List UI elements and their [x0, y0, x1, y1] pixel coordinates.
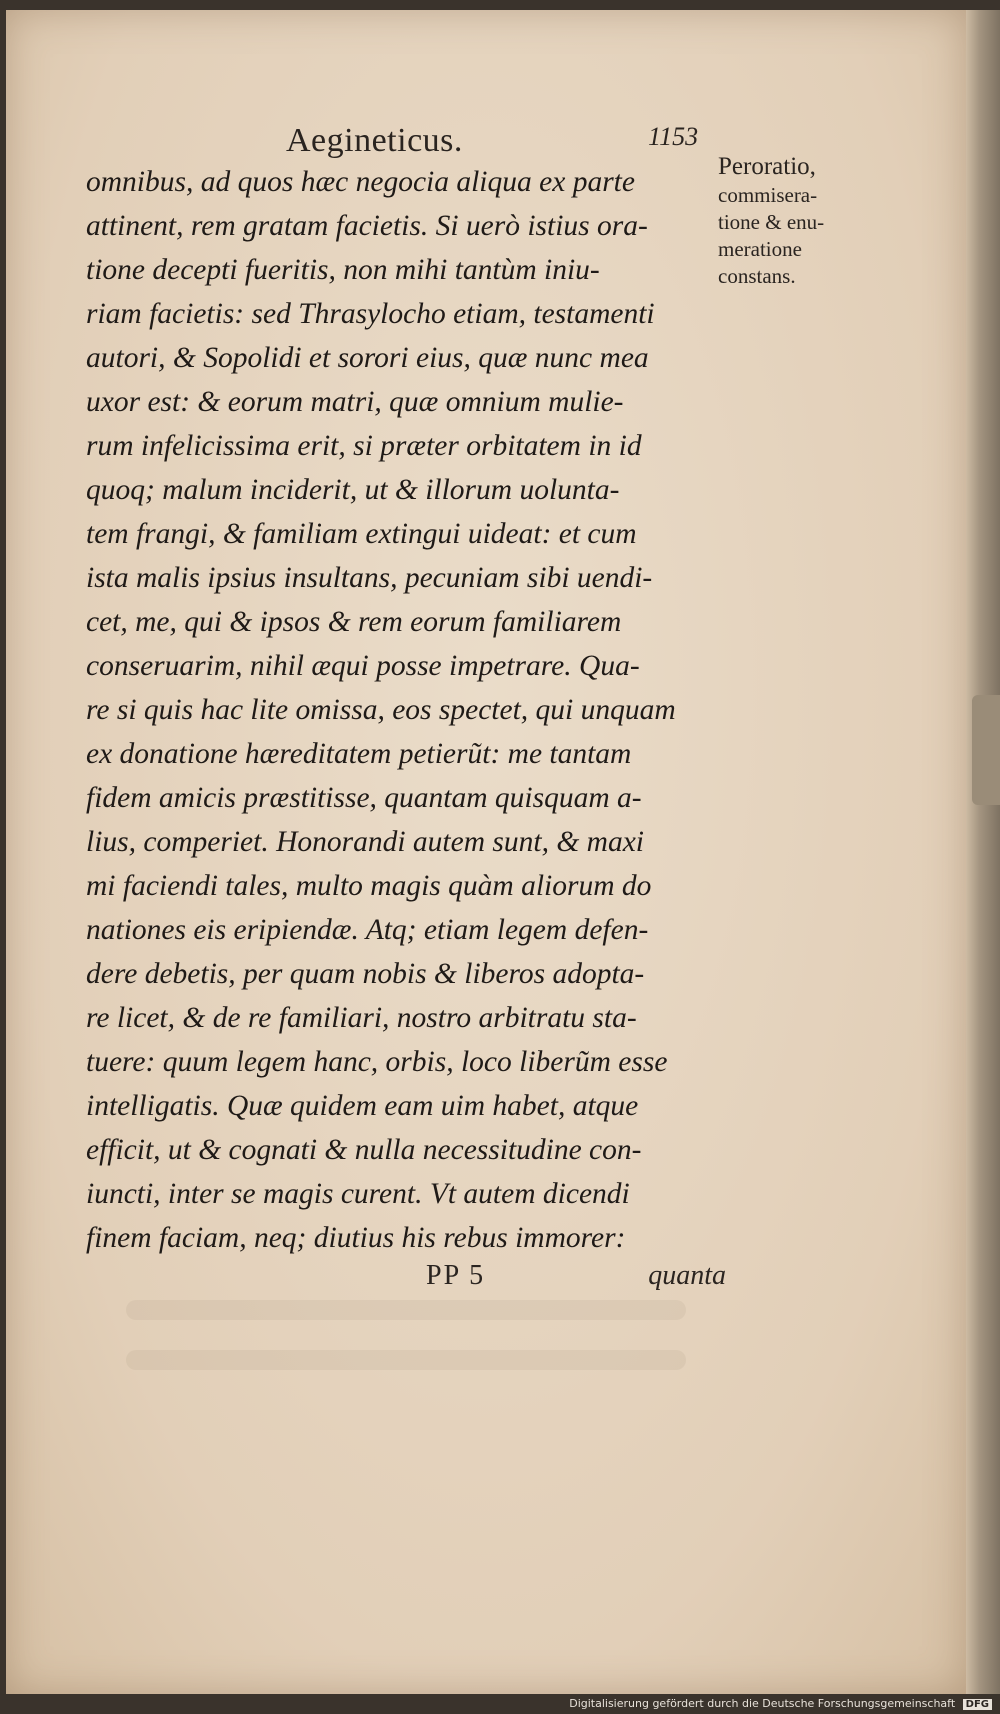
- text-line: dere debetis, per quam nobis & liberos adopta-: [86, 958, 645, 990]
- page-footer: [86, 1260, 726, 1300]
- text-line: re licet, & de re familiari, nostro arbitratu sta-: [86, 1002, 637, 1034]
- text-line: ista malis ipsius insultans, pecuniam sibi uendi-: [86, 562, 653, 594]
- book-page: [6, 10, 966, 1694]
- catchword: quanta: [648, 1260, 726, 1291]
- text-line: nationes eis eripiendæ. Atq; etiam legem defen-: [86, 914, 649, 946]
- text-line: re si quis hac lite omissa, eos spectet, qui unquam: [86, 694, 676, 726]
- text-line: finem faciam, neq; diutius his rebus immorer:: [86, 1222, 626, 1254]
- marginal-line: commisera-: [718, 183, 818, 207]
- marginal-note: [718, 152, 898, 290]
- text-line: iuncti, inter se magis curent. Vt autem dicendi: [86, 1178, 630, 1210]
- text-line: fidem amicis præstitisse, quantam quisquam a-: [86, 782, 642, 814]
- text-line: uxor est: & eorum matri, quæ omnium mulie-: [86, 386, 624, 418]
- marginal-line: tione & enu-: [718, 210, 825, 234]
- text-line: cet, me, qui & ipsos & rem eorum familiarem: [86, 606, 622, 638]
- show-through: [126, 1350, 686, 1370]
- running-head: Aegineticus.: [286, 122, 463, 159]
- marginal-line: Peroratio,: [718, 153, 816, 180]
- text-line: lius, comperiet. Honorandi autem sunt, & maxi: [86, 826, 644, 858]
- page-tab: [972, 695, 1000, 805]
- page-number: 1153: [648, 122, 699, 151]
- text-line: ex donatione hæreditatem petierũt: me tantam: [86, 738, 632, 770]
- page-edge: [966, 10, 1000, 1694]
- text-line: rum infelicissima erit, si præter orbitatem in id: [86, 430, 642, 462]
- signature-mark: PP 5: [426, 1260, 486, 1291]
- credit-text: Digitalisierung gefördert durch die Deutsche Forschungsgemeinschaft: [569, 1697, 956, 1710]
- text-line: tuere: quum legem hanc, orbis, loco liberũm esse: [86, 1046, 668, 1078]
- marginal-line: meratione: [718, 237, 802, 261]
- show-through: [126, 1300, 686, 1320]
- body-text: [86, 160, 726, 1260]
- text-line: autori, & Sopolidi et sorori eius, quæ nunc mea: [86, 342, 649, 374]
- text-line: intelligatis. Quæ quidem eam uim habet, atque: [86, 1090, 639, 1122]
- text-line: conseruarim, nihil æqui posse impetrare. Qua-: [86, 650, 640, 682]
- marginal-line: constans.: [718, 264, 796, 288]
- digitization-credit: [569, 1697, 992, 1710]
- dfg-logo-icon: DFG: [963, 1699, 992, 1710]
- text-line: tem frangi, & familiam extingui uideat: et cum: [86, 518, 637, 550]
- text-line: omnibus, ad quos hæc negocia aliqua ex parte: [86, 166, 635, 198]
- text-line: efficit, ut & cognati & nulla necessitudine con-: [86, 1134, 642, 1166]
- text-line: mi faciendi tales, multo magis quàm aliorum do: [86, 870, 652, 902]
- text-line: tione decepti fueritis, non mihi tantùm iniu-: [86, 254, 600, 286]
- text-line: attinent, rem gratam facietis. Si uerò istius ora-: [86, 210, 648, 242]
- text-line: riam facietis: sed Thrasylocho etiam, testamenti: [86, 298, 655, 330]
- text-line: quoq; malum inciderit, ut & illorum uolunta-: [86, 474, 620, 506]
